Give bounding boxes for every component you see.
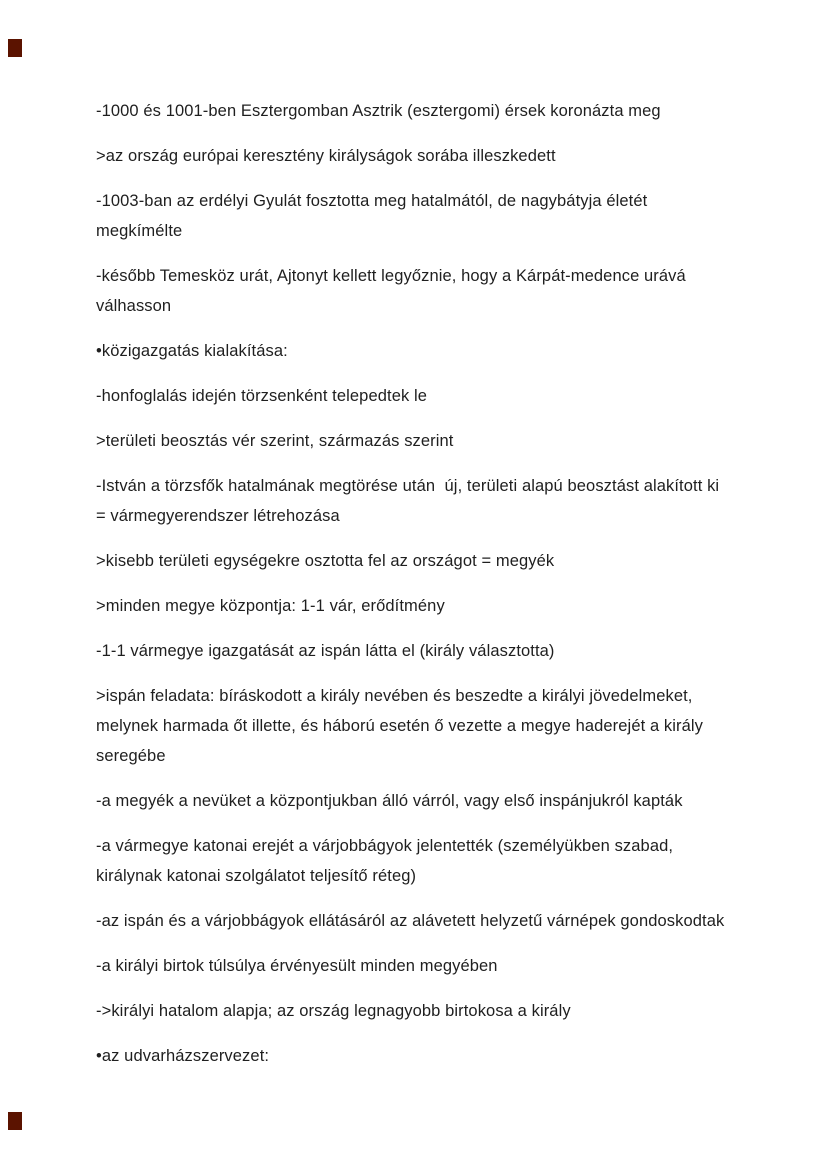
text-line: megkímélte [96,222,183,240]
paragraph [96,96,744,126]
paragraph [96,141,744,171]
text-line: -1003-ban az erdélyi Gyulát fosztotta meg hatalmától, de nagybátyja életét [96,192,648,210]
paragraph [96,831,744,891]
paragraph [96,546,744,576]
paragraph [96,336,744,366]
paragraph [96,186,744,246]
text-line: >az ország európai keresztény királyságok sorába illeszkedett [96,147,556,165]
text-line: •az udvarházszervezet: [96,1047,270,1065]
paragraph [96,951,744,981]
text-line: >ispán feladata: bíráskodott a király nevében és beszedte a királyi jövedelmeket, [96,687,693,705]
paragraph [96,426,744,456]
text-line: -a megyék a nevüket a központjukban álló várról, vagy első inspánjukról kapták [96,792,683,810]
text-line: melynek harmada őt illette, és háború esetén ő vezette a megye haderejét a király [96,717,704,735]
text-line: ->királyi hatalom alapja; az ország legnagyobb birtokosa a király [96,1002,571,1020]
text-line: -a vármegye katonai erejét a várjobbágyok jelentették (személyükben szabad, [96,837,674,855]
text-line: -István a törzsfők hatalmának megtörése után új, területi alapú beosztást alakított ki [96,477,720,495]
text-line: -a királyi birtok túlsúlya érvényesült minden megyében [96,957,498,975]
text-line: >kisebb területi egységekre osztotta fel az országot = megyék [96,552,555,570]
text-line: = vármegyerendszer létrehozása [96,507,340,525]
paragraph [96,381,744,411]
text-line: királynak katonai szolgálatot teljesítő réteg) [96,867,417,885]
page-corner-marker-top [8,39,22,57]
paragraph [96,591,744,621]
paragraph [96,261,744,321]
paragraph [96,636,744,666]
text-line: seregébe [96,747,166,765]
paragraph [96,681,744,771]
paragraph [96,471,744,531]
page-corner-marker-bottom [8,1112,22,1130]
text-line: >területi beosztás vér szerint, származás szerint [96,432,454,450]
text-line: -az ispán és a várjobbágyok ellátásáról az alávetett helyzetű várnépek gondoskodtak [96,912,725,930]
text-line: -később Temesköz urát, Ajtonyt kellett legyőznie, hogy a Kárpát-medence urává [96,267,686,285]
text-line: >minden megye központja: 1-1 vár, erődítmény [96,597,445,615]
paragraph [96,906,744,936]
text-line: -1-1 vármegye igazgatását az ispán látta el (király választotta) [96,642,555,660]
text-line: •közigazgatás kialakítása: [96,342,288,360]
text-line: -1000 és 1001-ben Esztergomban Asztrik (esztergomi) érsek koronázta meg [96,102,661,120]
paragraph [96,786,744,816]
paragraph [96,996,744,1026]
paragraph [96,1041,744,1071]
text-line: válhasson [96,297,172,315]
document-body-text [96,96,744,1086]
text-line: -honfoglalás idején törzsenként telepedtek le [96,387,428,405]
